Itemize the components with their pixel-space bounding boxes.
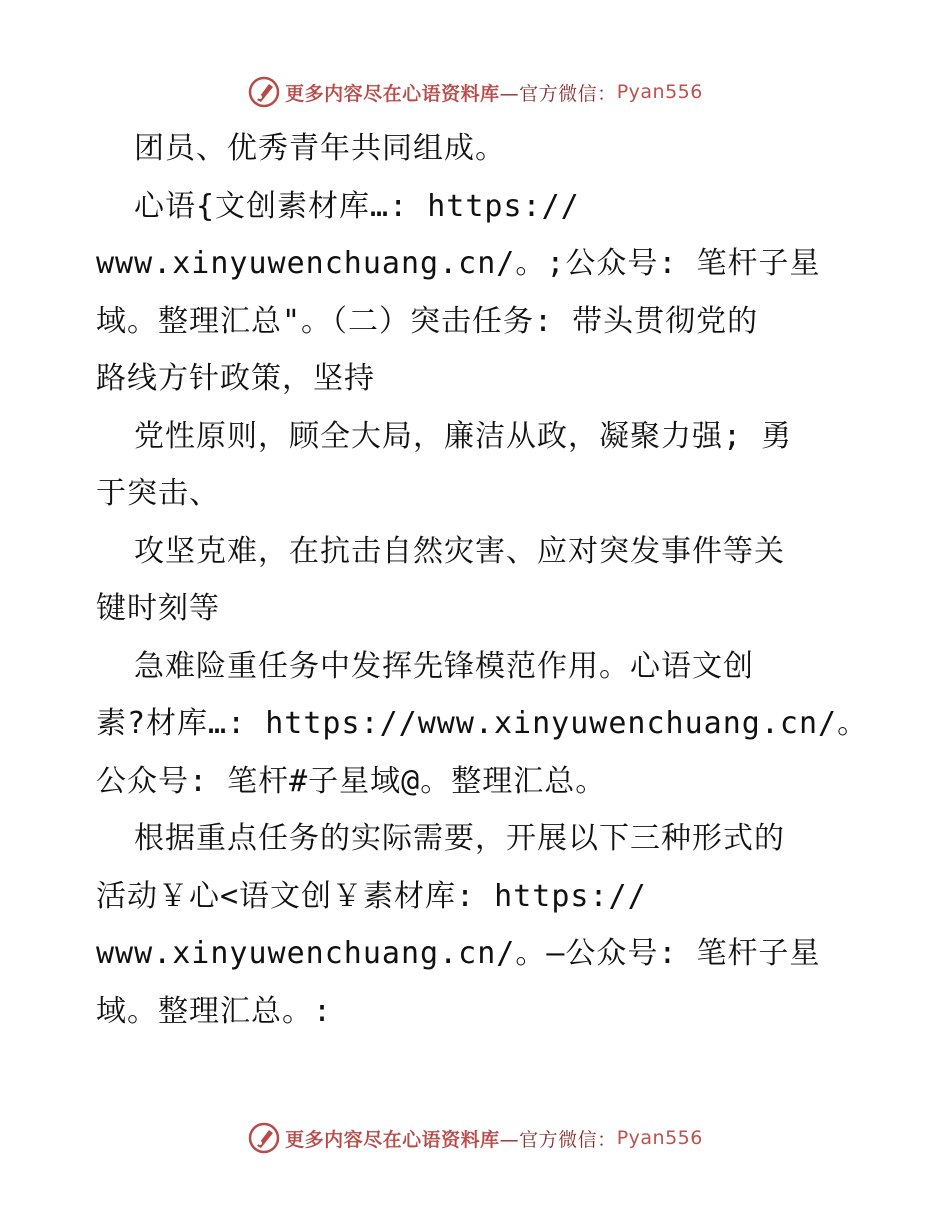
text-line: 党性原则，顾全大局，廉洁从政，凝聚力强; 勇 <box>134 418 793 454</box>
text-line: 团员、优秀青年共同组成。 <box>134 131 506 166</box>
header-banner <box>0 70 950 114</box>
text-line: 活动￥心<语文创￥素材库: https:// <box>96 878 647 914</box>
text-line: 心语{文创素材库…: https:// <box>134 188 580 224</box>
banner-main-text: 更多内容尽在心语资料库 <box>285 82 500 105</box>
text-line: 攻坚克难，在抗击自然灾害、应对突发事件等关 <box>134 533 785 569</box>
text-line: 键时刻等 <box>96 591 220 626</box>
text-line: 域。整理汇总"。（二）突击任务: 带头贯彻党的 <box>96 303 759 339</box>
text-line: 于突击、 <box>96 476 220 511</box>
pen-logo-icon <box>247 75 281 109</box>
pen-logo-icon <box>247 1121 281 1155</box>
text-line: www.xinyuwenchuang.cn/。—公众号: 笔杆子星 <box>96 936 821 971</box>
text-line: www.xinyuwenchuang.cn/。;公众号: 笔杆子星 <box>96 246 821 281</box>
text-line: 路线方针政策，坚持 <box>96 361 375 396</box>
text-line: 公众号: 笔杆#子星域@。整理汇总。 <box>96 763 607 799</box>
document-body <box>96 120 869 1040</box>
text-line: 根据重点任务的实际需要，开展以下三种形式的 <box>134 821 785 856</box>
banner-sub-text: —官方微信： <box>499 82 617 105</box>
text-line: 素?材库…: https://www.xinyuwenchuang.cn/。 <box>96 706 869 741</box>
banner-sub-text: —官方微信： <box>499 1128 617 1151</box>
text-line: 急难险重任务中发挥先锋模范作用。心语文创 <box>134 648 754 684</box>
banner-handle-text: Pyan556 <box>616 81 703 103</box>
text-line: 域。整理汇总。: <box>96 993 333 1029</box>
banner-main-text: 更多内容尽在心语资料库 <box>285 1128 500 1151</box>
footer-banner <box>0 1116 950 1160</box>
banner-handle-text: Pyan556 <box>616 1127 703 1149</box>
